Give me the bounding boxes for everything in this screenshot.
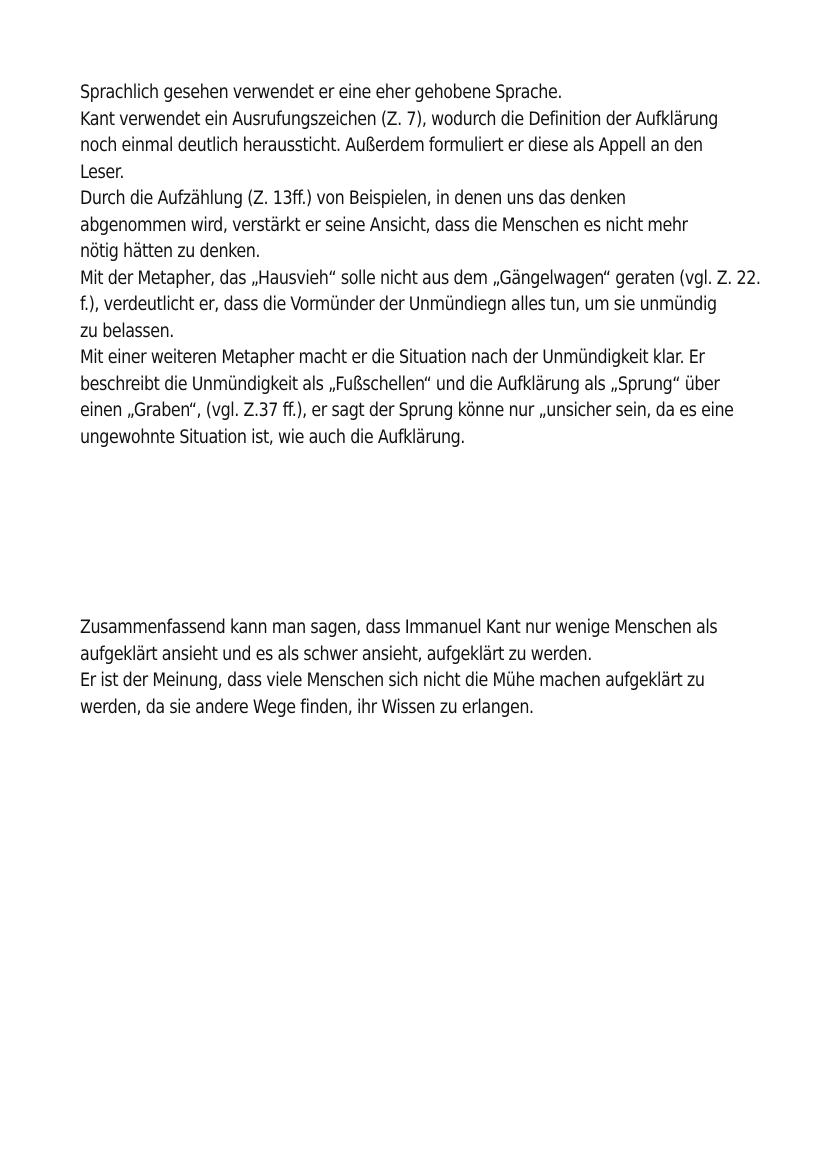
text-line: nötig hätten zu denken. xyxy=(80,241,261,262)
text-line: zu belassen. xyxy=(80,320,174,342)
text-line: einen „Graben“, (vgl. Z.37 ff.), er sagt der Sprung könne nur „unsicher sein, da es eine xyxy=(80,400,734,421)
text-line: aufgeklärt ansieht und es als schwer ansieht, aufgeklärt zu werden. xyxy=(80,643,592,665)
text-line: abgenommen wird, verstärkt er seine Ansicht, dass die Menschen es nicht mehr xyxy=(80,214,688,236)
summary-paragraph xyxy=(80,615,751,721)
text-line: werden, da sie andere Wege finden, ihr Wissen zu erlangen. xyxy=(80,696,534,718)
text-line: Kant verwendet ein Ausrufungszeichen (Z. 7), wodurch die Definition der Aufklärung xyxy=(80,108,718,130)
text-line: Mit der Metapher, das „Hausvieh“ solle nicht aus dem „Gängelwagen“ geraten (vgl. Z. 22. xyxy=(80,267,761,289)
text-line: beschreibt die Unmündigkeit als „Fußschellen“ und die Aufklärung als „Sprung“ über xyxy=(80,373,720,395)
text-line: Mit einer weiteren Metapher macht er die Situation nach der Unmündigkeit klar. Er xyxy=(80,347,705,368)
analysis-paragraph xyxy=(80,80,761,451)
text-line: Leser. xyxy=(80,161,125,183)
text-line: f.), verdeutlicht er, dass die Vormünder der Unmündiegn alles tun, um sie unmündig xyxy=(80,294,717,315)
text-line: Er ist der Meinung, dass viele Menschen sich nicht die Mühe machen aufgeklärt zu xyxy=(80,670,705,691)
text-line: Durch die Aufzählung (Z. 13ff.) von Beispielen, in denen uns das denken xyxy=(80,188,626,209)
text-line: Sprachlich gesehen verwendet er eine eher gehobene Sprache. xyxy=(80,82,562,103)
text-line: noch einmal deutlich heraussticht. Außerdem formuliert er diese als Appell an den xyxy=(80,135,703,156)
text-line: Zusammenfassend kann man sagen, dass Immanuel Kant nur wenige Menschen als xyxy=(80,617,718,638)
text-line: ungewohnte Situation ist, wie auch die Aufklärung. xyxy=(80,426,465,448)
